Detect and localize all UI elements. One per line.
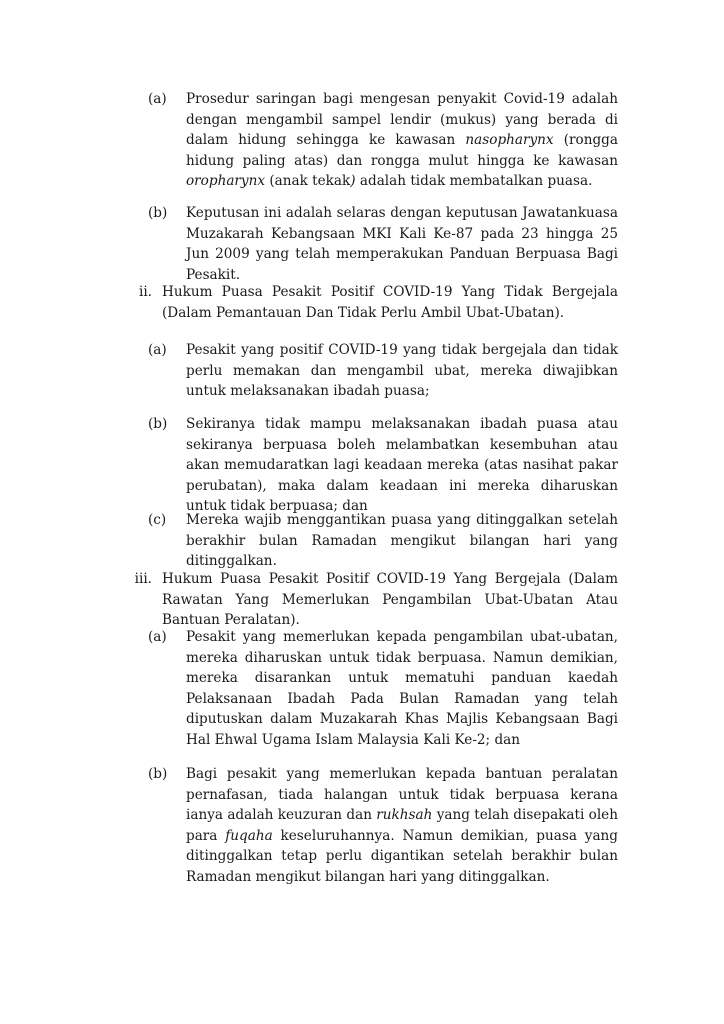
paragraph-ii-b (148, 414, 618, 517)
paragraph-text: Mereka wajib menggantikan puasa yang ditinggalkan setelah berakhir bulan Ramadan mengikut bilangan hari yang ditinggalkan. (186, 512, 618, 570)
italic-term: fuqaha (225, 827, 273, 844)
text-run: (rongga hidung paling atas) dan rongga mulut hingga ke kawasan (186, 132, 618, 169)
paragraph-ii-a (148, 340, 618, 402)
text-run: adalah tidak membatalkan puasa. (355, 173, 593, 190)
italic-term: ) (350, 173, 356, 190)
item-marker: (a) (148, 91, 167, 107)
paragraph-text (148, 764, 618, 888)
text-run: keseluruhannya. Namun demikian, puasa yang ditinggalkan tetap perlu digantikan setelah berakhir bulan Ramadan mengikut bilangan hari yang ditinggalkan. (186, 827, 618, 885)
paragraph-text: Pesakit yang positif COVID-19 yang tidak bergejala dan tidak perlu memakan dan mengambil ubat, mereka diwajibkan untuk melaksanakan ibadah puasa; (186, 342, 618, 400)
paragraph-ii-c (148, 510, 618, 572)
section-heading-text: Hukum Puasa Pesakit Positif COVID-19 Yang Bergejala (Dalam Rawatan Yang Memerlukan Pengambilan Ubat-Ubatan Atau Bantuan Peralatan). (162, 571, 618, 629)
text-run: (anak tekak (265, 173, 351, 190)
paragraph-text (148, 89, 618, 192)
item-marker: (c) (148, 512, 167, 528)
paragraph-iii-a (148, 627, 618, 751)
italic-term: nasopharynx (465, 132, 554, 149)
paragraph-i-b (148, 203, 618, 285)
paragraph-text: Keputusan ini adalah selaras dengan keputusan Jawatankuasa Muzakarah Kebangsaan MKI Kali Ke-87 pada 23 hingga 25 Jun 2009 yang telah memperakukan Panduan Berpuasa Bagi Pesakit. (186, 205, 618, 283)
item-marker: (b) (148, 205, 168, 221)
item-marker: (b) (148, 766, 168, 782)
item-marker: (a) (148, 342, 167, 358)
section-marker: iii. (134, 571, 152, 587)
text-run: Bagi pesakit yang memerlukan kepada bantuan peralatan pernafasan, tiada halangan untuk tidak berpuasa kerana ianya adalah keuzuran dan (186, 766, 618, 824)
paragraph-i-a (148, 89, 618, 192)
section-ii-heading (120, 282, 618, 323)
section-marker: ii. (138, 284, 152, 300)
section-heading-text: Hukum Puasa Pesakit Positif COVID-19 Yang Tidak Bergejala (Dalam Pemantauan Dan Tidak Perlu Ambil Ubat-Ubatan). (162, 284, 618, 321)
italic-term: oropharynx (186, 173, 266, 190)
paragraph-text: Pesakit yang memerlukan kepada pengambilan ubat-ubatan, mereka diharuskan untuk tidak berpuasa. Namun demikian, mereka disarankan untuk mematuhi panduan kaedah Pelaksanaan Ibadah Pada Bulan Ramadan yang telah diputuskan dalam Muzakarah Khas Majlis Kebangsaan Bagi Hal Ehwal Ugama Islam Malaysia Kali Ke-2; dan (186, 629, 618, 748)
section-iii-heading (120, 569, 618, 631)
italic-term: rukhsah (376, 807, 433, 824)
paragraph-iii-b (148, 764, 618, 888)
text-run: Prosedur saringan bagi mengesan penyakit Covid-19 adalah dengan mengambil sampel lendir (mukus) yang berada di dalam hidung sehingga ke kawasan (186, 91, 618, 149)
text-run: yang telah disepakati oleh para (186, 807, 618, 844)
item-marker: (b) (148, 416, 168, 432)
paragraph-text: Sekiranya tidak mampu melaksanakan ibadah puasa atau sekiranya berpuasa boleh melambatkan kesembuhan atau akan memudaratkan lagi keadaan mereka (atas nasihat pakar perubatan), maka dalam keadaan ini mereka diharuskan untuk tidak berpuasa; dan (186, 416, 618, 515)
item-marker: (a) (148, 629, 167, 645)
